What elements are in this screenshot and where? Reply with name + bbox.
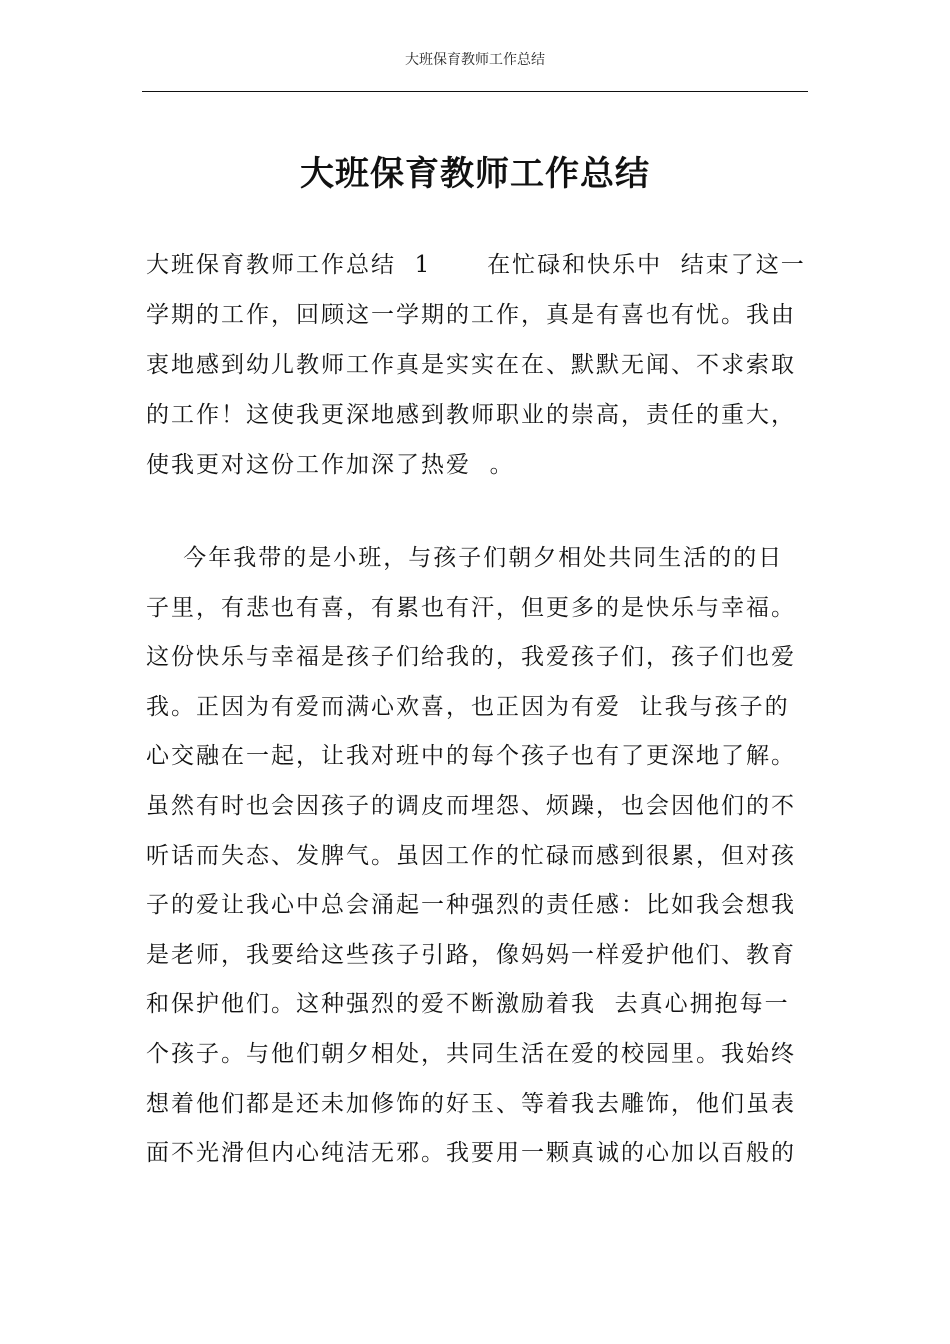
paragraph-line: 和保护他们。这种强烈的爱不断激励着我 去真心拥抱每一	[146, 991, 790, 1018]
paragraph-line: 的工作！这使我更深地感到教师职业的崇高，责任的重大，	[146, 402, 796, 428]
paragraph-2	[146, 534, 808, 1179]
paragraph-1	[146, 240, 808, 490]
paragraph-line: 子里，有悲也有喜，有累也有汗，但更多的是快乐与幸福。	[146, 594, 796, 621]
paragraph-line: 子的爱让我心中总会涌起一种强烈的责任感：比如我会想我	[146, 892, 796, 919]
paragraph-line: 这份快乐与幸福是孩子们给我的，我爱孩子们，孩子们也爱	[146, 644, 796, 671]
paragraph-line: 我。正因为有爱而满心欢喜，也正因为有爱 让我与孩子的	[146, 693, 790, 720]
paragraph-line: 是老师，我要给这些孩子引路，像妈妈一样爱护他们、教育	[146, 941, 796, 968]
header-divider	[142, 91, 808, 92]
paragraph-line: 心交融在一起，让我对班中的每个孩子也有了更深地了解。	[146, 743, 796, 770]
document-title: 大班保育教师工作总结	[300, 154, 650, 194]
paragraph-line: 使我更对这份工作加深了热爱 。	[146, 452, 515, 478]
running-header: 大班保育教师工作总结	[405, 52, 545, 68]
paragraph-line: 想着他们都是还未加修饰的好玉、等着我去雕饰，他们虽表	[146, 1090, 796, 1117]
paragraph-line: 个孩子。与他们朝夕相处，共同生活在爱的校园里。我始终	[146, 1040, 796, 1067]
paragraph-line: 面不光滑但内心纯洁无邪。我要用一颗真诚的心加以百般的	[146, 1140, 796, 1167]
paragraph-line: 大班保育教师工作总结 1 在忙碌和快乐中 结束了这一	[146, 252, 806, 278]
paragraph-line: 衷地感到幼儿教师工作真是实实在在、默默无闻、不求索取	[146, 352, 796, 378]
paragraph-line: 虽然有时也会因孩子的调皮而埋怨、烦躁，也会因他们的不	[146, 792, 796, 819]
paragraph-line: 今年我带的是小班，与孩子们朝夕相处共同生活的的日	[146, 545, 784, 571]
paragraph-line: 听话而失态、发脾气。虽因工作的忙碌而感到很累，但对孩	[146, 842, 796, 869]
paragraph-line: 学期的工作，回顾这一学期的工作，真是有喜也有忧。我由	[146, 302, 796, 328]
